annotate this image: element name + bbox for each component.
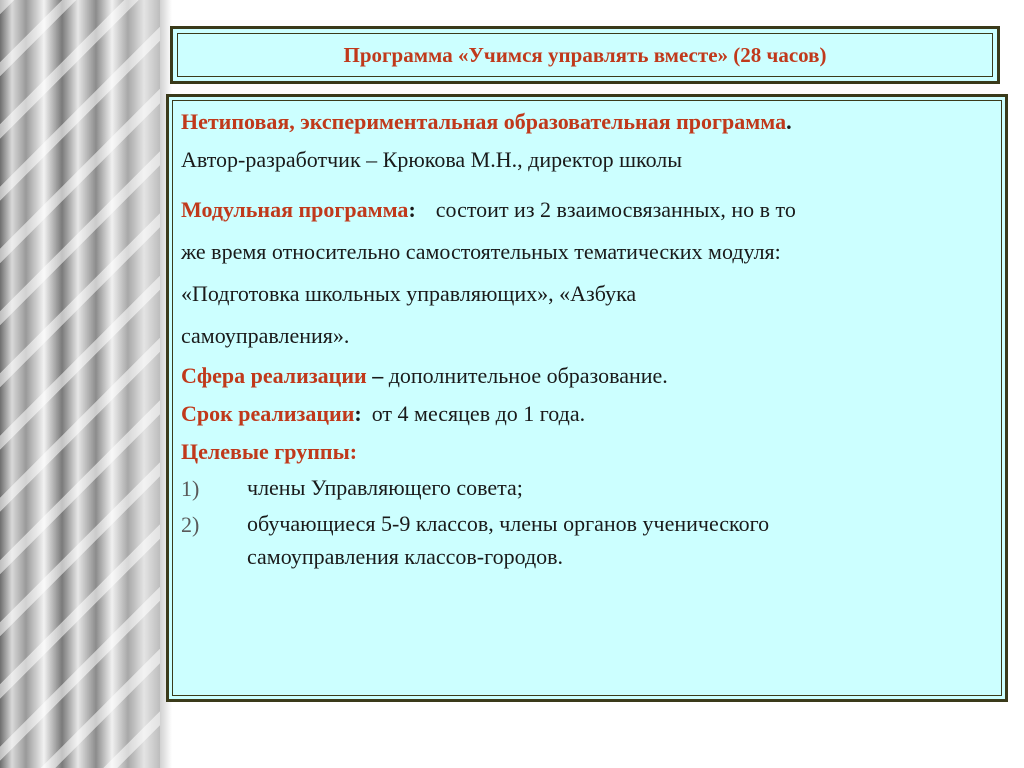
- slide-title: Программа «Учимся управлять вместе» (28 часов): [343, 42, 827, 67]
- intro-heading-end: .: [786, 109, 792, 134]
- term-label: Срок реализации: [181, 401, 355, 426]
- sphere-line: [181, 357, 987, 395]
- term-text: от 4 месяцев до 1 года.: [371, 401, 586, 426]
- decorative-columns: [0, 0, 160, 768]
- groups-label: Целевые группы:: [181, 439, 358, 464]
- intro-heading: Нетиповая, экспериментальная образовательная программа: [181, 109, 787, 134]
- modular-colon: :: [408, 197, 416, 222]
- modular-section: [181, 189, 987, 357]
- term-line: [181, 395, 987, 433]
- sphere-dash: –: [366, 363, 384, 388]
- modular-line-4: самоуправления».: [181, 323, 350, 348]
- author-line: Автор-разработчик – Крюкова М.Н., директор школы: [181, 147, 683, 172]
- list-item-line: обучающиеся 5-9 классов, члены органов ученического: [247, 511, 770, 536]
- list-item-number: 1): [181, 476, 200, 501]
- list-item: [181, 507, 987, 573]
- intro-heading-line: [181, 103, 987, 141]
- term-colon: :: [354, 401, 362, 426]
- modular-line-2: же время относительно самостоятельных тематических модуля:: [181, 239, 781, 264]
- sphere-label: Сфера реализации: [181, 363, 367, 388]
- list-item-line: члены Управляющего совета;: [247, 475, 523, 500]
- modular-text-1: состоит из 2 взаимосвязанных, но в то: [435, 197, 796, 222]
- list-item-line: самоуправления классов-городов.: [247, 544, 564, 569]
- sphere-text: дополнительное образование.: [383, 363, 668, 388]
- list-item: [181, 471, 987, 507]
- modular-line-1: [181, 189, 987, 231]
- list-item-text: [247, 507, 769, 573]
- title-box: [170, 26, 1000, 84]
- list-item-number: 2): [181, 512, 200, 537]
- modular-label: Модульная программа: [181, 197, 409, 222]
- modular-line-3: «Подготовка школьных управляющих», «Азбука: [181, 281, 637, 306]
- content-box: [166, 94, 1008, 702]
- list-item-text: [247, 471, 523, 507]
